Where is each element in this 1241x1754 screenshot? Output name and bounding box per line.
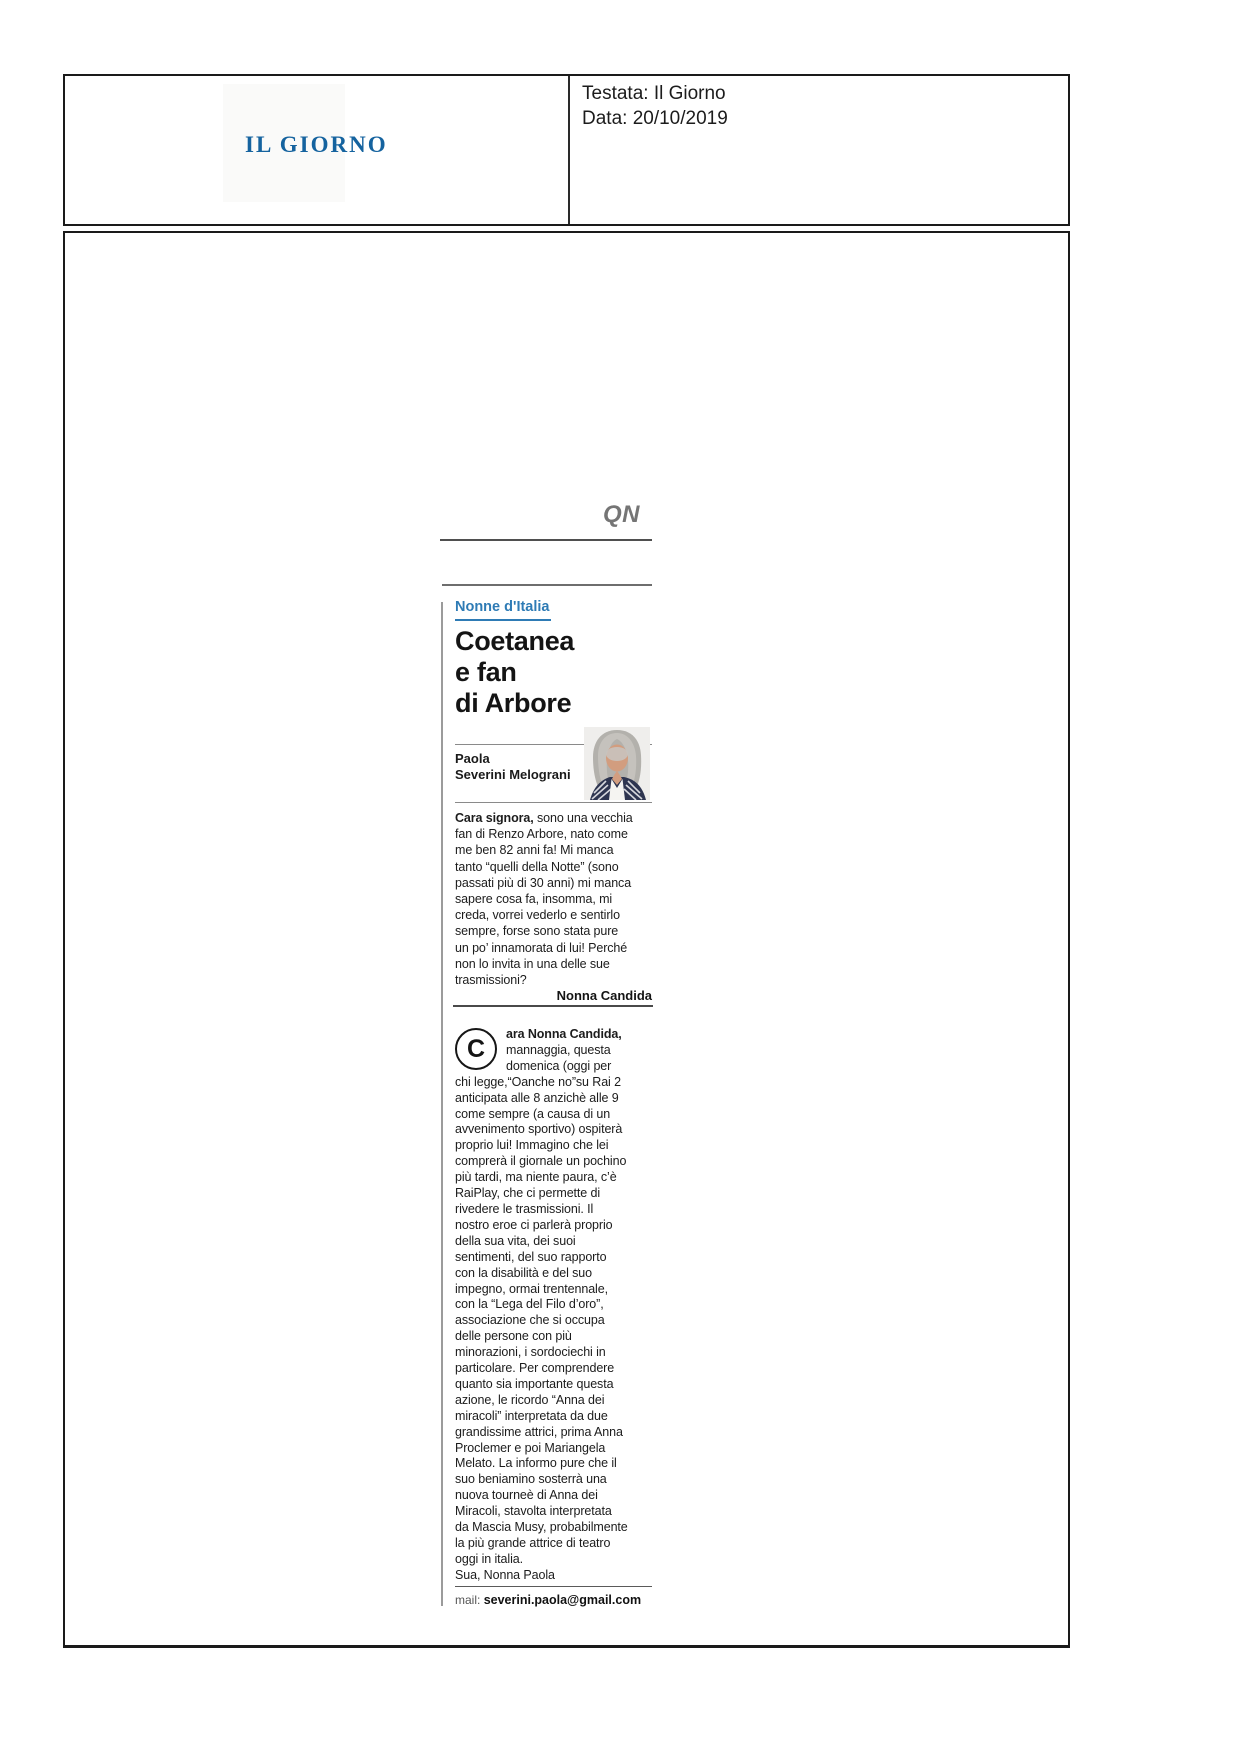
reply-separator-rule	[453, 1005, 653, 1007]
category-underline	[455, 619, 551, 621]
header-divider	[568, 76, 570, 224]
header-meta	[582, 81, 728, 131]
column-left-rule	[441, 602, 443, 1606]
clipping-box	[63, 231, 1070, 1648]
article-byline: Paola Severini Melograni	[455, 751, 571, 782]
masthead-rule-bottom	[442, 584, 652, 586]
reply-paragraph	[455, 1027, 667, 1584]
author-photo	[584, 727, 650, 800]
dropcap-circle	[455, 1028, 497, 1070]
mail-label: mail:	[455, 1593, 481, 1607]
testata-line: Testata: Il Giorno	[582, 83, 726, 104]
mail-line	[455, 1593, 641, 1607]
letter-paragraph	[455, 810, 667, 988]
letter-body: sono una vecchia fan di Renzo Arbore, nato come me ben 82 anni fa! Mi manca tanto “quelli della Notte” (sono passati più di 30 anni) mi manca sapere cosa fa, insomma, mi creda, vorrei vederlo e sentirlo sempre, forse sono stata pure un po’ innamorata di lui! Perché non lo invita in una delle sue trasmissioni?	[455, 811, 633, 988]
letter-lead: Cara signora,	[455, 811, 534, 825]
footer-rule	[455, 1586, 652, 1587]
data-line: Data: 20/10/2019	[582, 108, 728, 129]
dropcap-letter: C	[467, 1034, 485, 1063]
il-giorno-logo: IL GIORNO	[245, 132, 388, 157]
column-category: Nonne d'Italia	[455, 599, 550, 615]
author-photo-image	[584, 727, 650, 800]
masthead-rule-top	[440, 539, 652, 541]
byline-rule-bottom	[455, 802, 652, 803]
header-box	[63, 74, 1070, 226]
qn-logo: QN	[603, 501, 640, 528]
reply-body: mannaggia, questa domenica (oggi per chi legge,“Oanche no”su Rai 2 anticipata alle 8 anzichè alle 9 come sempre (a causa di un avvenimento sportivo) ospiterà proprio lui! Immagino che lei comprerà il giornale un pochino più tardi, ma niente paura, c’è RaiPlay, che ci permette di rivedere le trasmissioni. Il nostro eroe ci parlerà proprio della sua vita, dei suoi sentimenti, del suo rapporto con la disabilità e del suo impegno, ormai trentennale, con la “Lega del Filo d’oro”, associazione che si occupa delle persone con più minorazioni, i sordociechi in particolare. Per comprendere quanto sia importante questa azione, le ricordo “Anna dei miracoli” interpretata da due grandissime attrici, prima Anna Proclemer e poi Mariangela Melato. La informo pure che il suo beniamino sosterrà una nuova tourneè di Anna dei Miracoli, stavolta interpretata da Mascia Musy, probabilmente la più grande attrice di teatro oggi in italia. Sua, Nonna Paola	[455, 1042, 628, 1582]
article-headline: Coetanea e fan di Arbore	[455, 626, 575, 718]
mail-address: severini.paola@gmail.com	[483, 1593, 642, 1607]
letter-signature: Nonna Candida	[556, 988, 652, 1003]
reply-lead: ara Nonna Candida,	[506, 1027, 622, 1041]
